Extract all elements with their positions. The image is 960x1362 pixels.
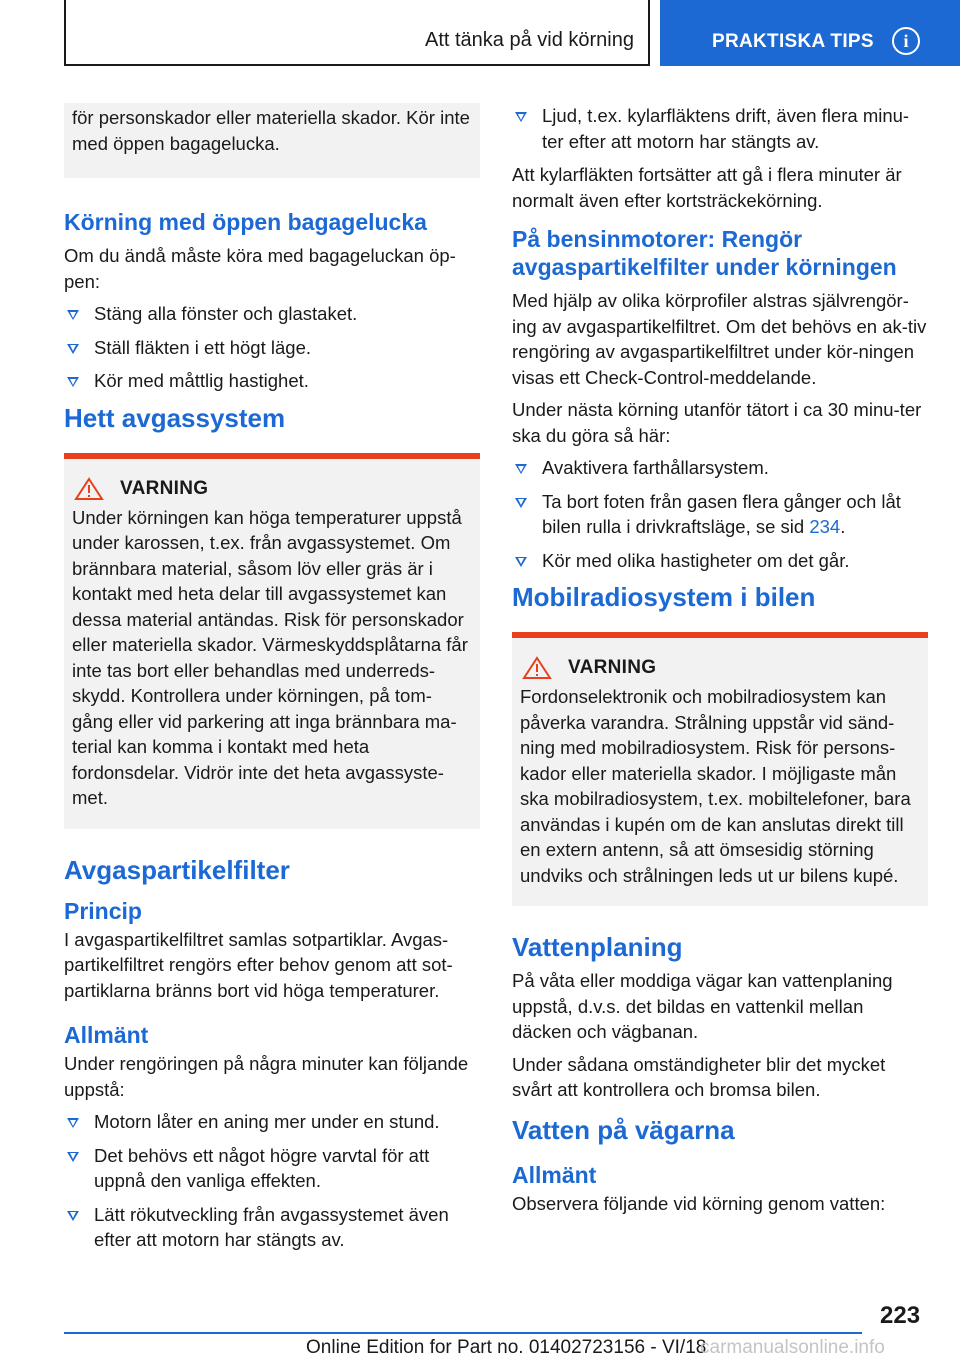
list-item: Stäng alla fönster och glastaket. — [64, 301, 480, 327]
edition-text: Online Edition for Part no. 01402723156 - VI/18 — [306, 1337, 707, 1358]
list-item: Ställ fläkten i ett högt läge. — [64, 335, 480, 361]
bullet-triangle-icon — [67, 377, 79, 387]
page-number: 223 — [880, 1302, 921, 1329]
list-item: Motorn låter en aning mer under en stund. — [64, 1109, 480, 1135]
list-item: Ta bort foten från gasen flera gånger och låt bilen rulla i drivkraftsläge, se sid 234. — [512, 489, 928, 540]
heading-aquaplaning: Vattenplaning — [512, 932, 683, 962]
list-item: Lätt rökutveckling från avgassystemet även efter att motorn har stängts av. — [64, 1202, 480, 1253]
heading-hot-exhaust: Hett avgassystem — [64, 402, 286, 433]
petrol-list — [512, 455, 928, 573]
warning-title: VARNING — [568, 657, 657, 678]
bullet-triangle-icon — [67, 1152, 79, 1162]
info-icon: i — [892, 27, 920, 55]
list-item: Avaktivera farthållarsystem. — [512, 455, 928, 481]
watermark: carmanualsonline.info — [700, 1337, 885, 1358]
chapter-tab-label: PRAKTISKA TIPS — [712, 31, 874, 52]
petrol-text-1: Med hjälp av olika körprofiler alstras självrengör-ing av avgaspartikelfiltret. Om det behövs en ak-tiv rengöring av avgaspartikelfiltret under kör-ningen visas ett Check-Control-meddelande. — [512, 290, 927, 388]
principle-text: I avgaspartikelfiltret samlas sotpartiklar. Avgas-partikelfiltret rengörs efter behov genom att sot-partiklarna bränns bort vid höga temperaturer. — [64, 928, 453, 1001]
heading-particle-filter: Avgaspartikelfilter — [64, 854, 290, 885]
warning-box-exhaust — [64, 453, 480, 829]
right-column — [512, 103, 928, 1223]
left-column — [64, 103, 480, 1262]
heading-water-on-road: Vatten på vägarna — [512, 1114, 735, 1145]
warning-text: Under körningen kan höga temperaturer uppstå under karossen, t.ex. från avgassystemet. Om brännbara material, såsom löv eller gräs är i kontakt med heta delar till avgassystemet kan dessa material antändas. Risk för personskador eller materiella skador. Värmeskyddsplåtarna får inte tas bort eller behandlas med underreds-skydd. Kontrollera under körningen, på tom-gång eller vid parkering att inga brännbara ma-terial kan komma i kontakt med heta fordonsdelar. Vidrör inte det heta avgassyste-met. — [72, 506, 468, 808]
warning-text: Fordonselektronik och mobilradiosystem kan påverka varandra. Strålning uppstår vid sänd-ning med mobilradiosystem. Risk för persons-kador eller materiella skador. I möjligaste mån ska mobilradiosystem, t.ex. mobiltelefoner, bara användas i kupén om de kan anslutas direkt till en extern antenn, så att ömsesidig störning undviks och strålningen leds ut ur bilens kupé. — [520, 686, 911, 886]
note-text: för personskador eller materiella skador. Kör inte med öppen bagagelucka. — [72, 107, 470, 154]
heading-general: Allmänt — [64, 1022, 149, 1048]
heading-open-trunk: Körning med öppen bagagelucka — [64, 209, 427, 235]
chapter-tab[interactable] — [660, 0, 960, 66]
bullet-triangle-icon — [67, 310, 79, 320]
warning-triangle-icon — [522, 656, 560, 680]
bullet-triangle-icon — [515, 112, 527, 122]
bullet-triangle-icon — [515, 464, 527, 474]
fan-text: Att kylarfläkten fortsätter att gå i flera minuter är normalt även efter kortsträckekörning. — [512, 164, 902, 211]
list-item: Det behövs ett något högre varvtal för att uppnå den vanliga effekten. — [64, 1143, 480, 1194]
heading-water-general: Allmänt — [512, 1161, 597, 1188]
section-label: Att tänka på vid körning — [424, 29, 634, 51]
list-item: Ljud, t.ex. kylarfläktens drift, även flera minu-ter efter att motorn har stängts av. — [512, 103, 928, 154]
heading-mobile-radio: Mobilradiosystem i bilen — [512, 582, 816, 612]
bullet-triangle-icon — [67, 1211, 79, 1221]
aquaplaning-text-2: Under sådana omständigheter blir det mycket svårt att kontrollera och bromsa bilen. — [512, 1053, 886, 1100]
open-trunk-list — [64, 301, 480, 394]
footer-rule — [64, 1332, 862, 1334]
section-header — [64, 0, 650, 66]
list-item: Kör med måttlig hastighet. — [64, 368, 480, 394]
list-item: Kör med olika hastigheter om det går. — [512, 548, 928, 574]
water-text: Observera följande vid körning genom vatten: — [512, 1192, 886, 1214]
general-text: Under rengöringen på några minuter kan följande uppstå: — [64, 1053, 469, 1100]
note-box — [64, 103, 480, 178]
aquaplaning-text-1: På våta eller moddiga vägar kan vattenplaning uppstå, d.v.s. det bildas en vattenkil mellan däcken och vägbanan. — [512, 970, 893, 1042]
bullet-triangle-icon — [67, 344, 79, 354]
heading-principle: Princip — [64, 897, 142, 924]
filter-list — [64, 1109, 480, 1253]
continued-list — [512, 103, 928, 154]
open-trunk-intro: Om du ändå måste köra med bagageluckan öp-pen: — [64, 245, 456, 292]
warning-triangle-icon — [74, 477, 112, 501]
bullet-triangle-icon — [515, 557, 527, 567]
page-reference-link[interactable]: 234 — [809, 516, 841, 537]
heading-petrol-cleaning: På bensinmotorer: Rengör avgaspartikelfilter under körningen — [512, 226, 897, 280]
warning-box-radio — [512, 632, 928, 906]
bullet-triangle-icon — [515, 498, 527, 508]
warning-title: VARNING — [120, 477, 209, 499]
bullet-triangle-icon — [67, 1118, 79, 1128]
petrol-text-2: Under nästa körning utanför tätort i ca 30 minu-ter ska du göra så här: — [512, 399, 922, 446]
page-header — [0, 0, 960, 66]
